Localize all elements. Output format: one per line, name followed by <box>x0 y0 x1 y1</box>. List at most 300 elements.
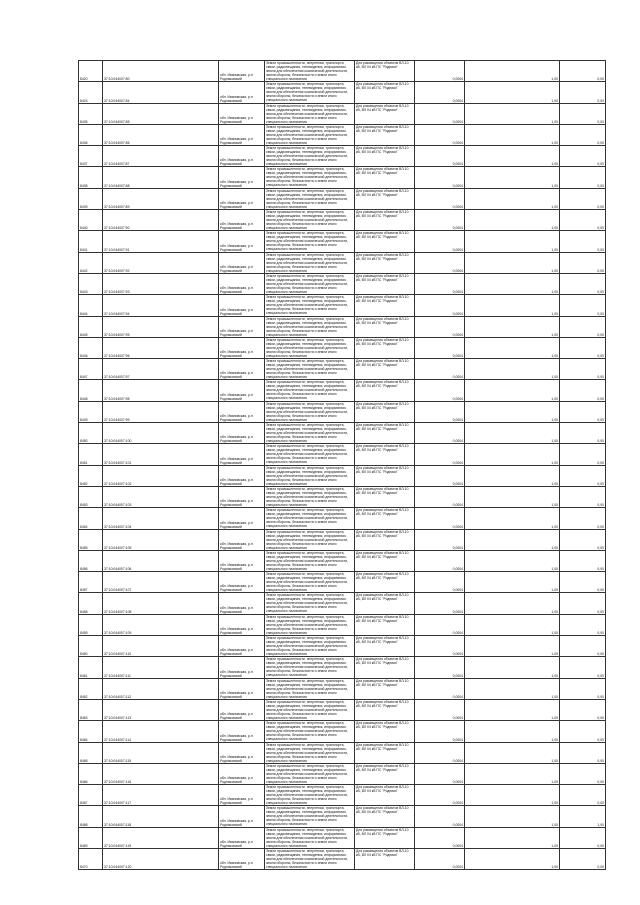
cell-permitted-use: Для размещения объектов ВЛ-10 кВ, ВЛ 04 кВ ПС "Родники" <box>355 721 415 742</box>
cell-area: 0,0004 <box>415 316 465 337</box>
table-row <box>79 550 606 571</box>
cell-value-2: 0,00 <box>560 699 606 720</box>
cell-row-number: 8445 <box>79 316 103 337</box>
cell-address: обл. Ивановская, р-н Родниковский <box>219 657 265 678</box>
cell-area: 0,0004 <box>415 188 465 209</box>
cell-value-2: 1,00 <box>560 806 606 827</box>
cell-value-1: 1,00 <box>465 103 560 124</box>
cell-area: 0,0004 <box>415 508 465 529</box>
cell-address: обл. Ивановская, р-н Родниковский <box>219 167 265 188</box>
cell-cadastral-number: 37:10:044007:112 <box>103 678 219 699</box>
cell-land-category: Земли промышленности, энергетики, транспорта, связи, радиовещания, телевидения, информатики, земли для обеспечения космической деятельности, земли обороны, безопасности и земли иного специального назначения <box>265 636 355 657</box>
cell-row-number: 8465 <box>79 742 103 763</box>
cell-address: обл. Ивановская, р-н Родниковский <box>219 252 265 273</box>
cell-row-number: 8456 <box>79 550 103 571</box>
cell-address: обл. Ивановская, р-н Родниковский <box>219 401 265 422</box>
cell-permitted-use: Для размещения объектов ВЛ-10 кВ, ВЛ 04 кВ ПС "Родники" <box>355 550 415 571</box>
cell-cadastral-number: 37:10:044007:103 <box>103 486 219 507</box>
cell-value-2: 0,00 <box>560 146 606 167</box>
cell-value-1: 1,00 <box>465 572 560 593</box>
cell-row-number: 8442 <box>79 252 103 273</box>
cell-value-1: 1,00 <box>465 316 560 337</box>
cell-row-number: 8443 <box>79 273 103 294</box>
table-row <box>79 82 606 103</box>
cell-area: 0,0004 <box>415 550 465 571</box>
cell-cadastral-number: 37:10:044007:108 <box>103 593 219 614</box>
table-row <box>79 103 606 124</box>
cell-row-number: 8458 <box>79 593 103 614</box>
cell-permitted-use: Для размещения объектов ВЛ-10 кВ, ВЛ 04 кВ ПС "Родники" <box>355 210 415 231</box>
cell-area: 0,0004 <box>415 699 465 720</box>
cell-value-1: 1,00 <box>465 167 560 188</box>
table-row <box>79 486 606 507</box>
cell-area: 0,0004 <box>415 444 465 465</box>
cell-address: обл. Ивановская, р-н Родниковский <box>219 806 265 827</box>
cell-row-number: 8446 <box>79 337 103 358</box>
cell-value-1: 1,00 <box>465 657 560 678</box>
cell-value-2: 0,00 <box>560 231 606 252</box>
cell-area: 0,0004 <box>415 806 465 827</box>
cell-area: 0,0004 <box>415 614 465 635</box>
cell-value-2: 0,00 <box>560 273 606 294</box>
cell-permitted-use: Для размещения объектов ВЛ-10 кВ, ВЛ 04 кВ ПС "Родники" <box>355 848 415 869</box>
cell-area: 0,0004 <box>415 827 465 848</box>
cell-land-category: Земли промышленности, энергетики, транспорта, связи, радиовещания, телевидения, информатики, земли для обеспечения космической деятельности, земли обороны, безопасности и земли иного специального назначения <box>265 61 355 82</box>
cell-permitted-use: Для размещения объектов ВЛ-10 кВ, ВЛ 04 кВ ПС "Родники" <box>355 82 415 103</box>
cell-value-2: 0,00 <box>560 444 606 465</box>
cell-cadastral-number: 37:10:044007:115 <box>103 742 219 763</box>
cell-permitted-use: Для размещения объектов ВЛ-10 кВ, ВЛ 04 кВ ПС "Родники" <box>355 827 415 848</box>
cell-row-number: 8436 <box>79 124 103 145</box>
cell-cadastral-number: 37:10:044007:90 <box>103 210 219 231</box>
cell-land-category: Земли промышленности, энергетики, транспорта, связи, радиовещания, телевидения, информатики, земли для обеспечения космической деятельности, земли обороны, безопасности и земли иного специального назначения <box>265 572 355 593</box>
cell-area: 0,0004 <box>415 210 465 231</box>
cell-area: 0,0004 <box>415 593 465 614</box>
cell-value-2: 0,00 <box>560 848 606 869</box>
cell-cadastral-number: 37:10:044007:92 <box>103 252 219 273</box>
cell-permitted-use: Для размещения объектов ВЛ-10 кВ, ВЛ 04 кВ ПС "Родники" <box>355 614 415 635</box>
cell-address: обл. Ивановская, р-н Родниковский <box>219 61 265 82</box>
cell-value-2: 0,00 <box>560 252 606 273</box>
cell-value-2: 0,00 <box>560 678 606 699</box>
cell-address: обл. Ивановская, р-н Родниковский <box>219 188 265 209</box>
cell-cadastral-number: 37:10:044007:119 <box>103 827 219 848</box>
cell-area: 0,0004 <box>415 380 465 401</box>
cell-permitted-use: Для размещения объектов ВЛ-10 кВ, ВЛ 04 кВ ПС "Родники" <box>355 529 415 550</box>
cell-land-category: Земли промышленности, энергетики, транспорта, связи, радиовещания, телевидения, информатики, земли для обеспечения космической деятельности, земли обороны, безопасности и земли иного специального назначения <box>265 848 355 869</box>
cell-value-2: 0,00 <box>560 316 606 337</box>
cell-row-number: 8437 <box>79 146 103 167</box>
cell-area: 0,0004 <box>415 231 465 252</box>
cell-permitted-use: Для размещения объектов ВЛ-10 кВ, ВЛ 04 кВ ПС "Родники" <box>355 444 415 465</box>
cell-value-2: 0,00 <box>560 593 606 614</box>
table-row <box>79 465 606 486</box>
cell-value-2: 0,00 <box>560 657 606 678</box>
cell-value-2: 0,00 <box>560 380 606 401</box>
cell-land-category: Земли промышленности, энергетики, транспорта, связи, радиовещания, телевидения, информатики, земли для обеспечения космической деятельности, земли обороны, безопасности и земли иного специального назначения <box>265 380 355 401</box>
cell-value-2: 0,00 <box>560 103 606 124</box>
cell-row-number: 8424 <box>79 82 103 103</box>
cell-permitted-use: Для размещения объектов ВЛ-10 кВ, ВЛ 04 кВ ПС "Родники" <box>355 742 415 763</box>
cell-land-category: Земли промышленности, энергетики, транспорта, связи, радиовещания, телевидения, информатики, земли для обеспечения космической деятельности, земли обороны, безопасности и земли иного специального назначения <box>265 210 355 231</box>
cell-address: обл. Ивановская, р-н Родниковский <box>219 721 265 742</box>
table-row <box>79 124 606 145</box>
cell-area: 0,0004 <box>415 295 465 316</box>
cell-row-number: 8438 <box>79 167 103 188</box>
cell-land-category: Земли промышленности, энергетики, транспорта, связи, радиовещания, телевидения, информатики, земли для обеспечения космической деятельности, земли обороны, безопасности и земли иного специального назначения <box>265 508 355 529</box>
cell-land-category: Земли промышленности, энергетики, транспорта, связи, радиовещания, телевидения, информатики, земли для обеспечения космической деятельности, земли обороны, безопасности и земли иного специального назначения <box>265 785 355 806</box>
cell-row-number: 8448 <box>79 380 103 401</box>
cell-address: обл. Ивановская, р-н Родниковский <box>219 550 265 571</box>
cell-land-category: Земли промышленности, энергетики, транспорта, связи, радиовещания, телевидения, информатики, земли для обеспечения космической деятельности, земли обороны, безопасности и земли иного специального назначения <box>265 614 355 635</box>
cell-value-1: 1,00 <box>465 359 560 380</box>
cell-value-1: 1,00 <box>465 636 560 657</box>
table-row <box>79 359 606 380</box>
cell-value-1: 1,00 <box>465 401 560 422</box>
cell-value-2: 0,00 <box>560 167 606 188</box>
cell-address: обл. Ивановская, р-н Родниковский <box>219 103 265 124</box>
cell-permitted-use: Для размещения объектов ВЛ-10 кВ, ВЛ 04 кВ ПС "Родники" <box>355 252 415 273</box>
cell-value-2: 0,00 <box>560 508 606 529</box>
cell-value-1: 1,00 <box>465 444 560 465</box>
cell-address: обл. Ивановская, р-н Родниковский <box>219 444 265 465</box>
cell-value-2: 0,00 <box>560 614 606 635</box>
cell-permitted-use: Для размещения объектов ВЛ-10 кВ, ВЛ 04 кВ ПС "Родники" <box>355 593 415 614</box>
table-row <box>79 188 606 209</box>
cell-cadastral-number: 37:10:044007:86 <box>103 124 219 145</box>
cell-row-number: 8452 <box>79 465 103 486</box>
cell-area: 0,0004 <box>415 337 465 358</box>
cell-address: обл. Ивановская, р-н Родниковский <box>219 231 265 252</box>
cell-address: обл. Ивановская, р-н Родниковский <box>219 146 265 167</box>
cell-cadastral-number: 37:10:044007:96 <box>103 337 219 358</box>
cell-cadastral-number: 37:10:044007:80 <box>103 61 219 82</box>
cell-land-category: Земли промышленности, энергетики, транспорта, связи, радиовещания, телевидения, информатики, земли для обеспечения космической деятельности, земли обороны, безопасности и земли иного специального назначения <box>265 124 355 145</box>
cell-land-category: Земли промышленности, энергетики, транспорта, связи, радиовещания, телевидения, информатики, земли для обеспечения космической деятельности, земли обороны, безопасности и земли иного специального назначения <box>265 231 355 252</box>
cell-address: обл. Ивановская, р-н Родниковский <box>219 699 265 720</box>
cell-permitted-use: Для размещения объектов ВЛ-10 кВ, ВЛ 04 кВ ПС "Родники" <box>355 124 415 145</box>
cell-permitted-use: Для размещения объектов ВЛ-10 кВ, ВЛ 04 кВ ПС "Родники" <box>355 316 415 337</box>
cell-cadastral-number: 37:10:044007:107 <box>103 572 219 593</box>
cell-value-1: 1,00 <box>465 593 560 614</box>
cell-value-2: 0,00 <box>560 188 606 209</box>
cell-permitted-use: Для размещения объектов ВЛ-10 кВ, ВЛ 04 кВ ПС "Родники" <box>355 486 415 507</box>
cell-address: обл. Ивановская, р-н Родниковский <box>219 763 265 784</box>
cell-value-1: 1,00 <box>465 678 560 699</box>
cell-land-category: Земли промышленности, энергетики, транспорта, связи, радиовещания, телевидения, информатики, земли для обеспечения космической деятельности, земли обороны, безопасности и земли иного специального назначения <box>265 827 355 848</box>
cell-row-number: 8455 <box>79 529 103 550</box>
cell-value-2: 0,00 <box>560 423 606 444</box>
cell-row-number: 8462 <box>79 678 103 699</box>
cell-address: обл. Ивановская, р-н Родниковский <box>219 614 265 635</box>
cell-address: обл. Ивановская, р-н Родниковский <box>219 486 265 507</box>
cell-value-2: 0,00 <box>560 337 606 358</box>
table-row <box>79 742 606 763</box>
table-row <box>79 210 606 231</box>
cell-cadastral-number: 37:10:044007:87 <box>103 146 219 167</box>
cell-area: 0,0004 <box>415 529 465 550</box>
cell-cadastral-number: 37:10:044007:111 <box>103 657 219 678</box>
cell-row-number: 8467 <box>79 785 103 806</box>
table-row <box>79 593 606 614</box>
cell-row-number: 8449 <box>79 401 103 422</box>
cell-land-category: Земли промышленности, энергетики, транспорта, связи, радиовещания, телевидения, информатики, земли для обеспечения космической деятельности, земли обороны, безопасности и земли иного специального назначения <box>265 359 355 380</box>
cell-value-1: 1,00 <box>465 614 560 635</box>
table-row <box>79 785 606 806</box>
table-row <box>79 572 606 593</box>
cell-row-number: 8457 <box>79 572 103 593</box>
cell-value-2: 0,00 <box>560 82 606 103</box>
cell-row-number: 8461 <box>79 657 103 678</box>
cell-land-category: Земли промышленности, энергетики, транспорта, связи, радиовещания, телевидения, информатики, земли для обеспечения космической деятельности, земли обороны, безопасности и земли иного специального назначения <box>265 444 355 465</box>
cell-land-category: Земли промышленности, энергетики, транспорта, связи, радиовещания, телевидения, информатики, земли для обеспечения космической деятельности, земли обороны, безопасности и земли иного специального назначения <box>265 188 355 209</box>
cell-address: обл. Ивановская, р-н Родниковский <box>219 785 265 806</box>
cell-value-2: 0,00 <box>560 572 606 593</box>
table-row <box>79 827 606 848</box>
cell-value-2: 0,00 <box>560 827 606 848</box>
table-row <box>79 252 606 273</box>
cell-area: 0,0004 <box>415 273 465 294</box>
cell-area: 0,0004 <box>415 678 465 699</box>
cell-value-1: 1,00 <box>465 465 560 486</box>
cell-permitted-use: Для размещения объектов ВЛ-10 кВ, ВЛ 04 кВ ПС "Родники" <box>355 146 415 167</box>
table-row <box>79 657 606 678</box>
cell-land-category: Земли промышленности, энергетики, транспорта, связи, радиовещания, телевидения, информатики, земли для обеспечения космической деятельности, земли обороны, безопасности и земли иного специального назначения <box>265 550 355 571</box>
cell-value-2: 0,00 <box>560 465 606 486</box>
cell-cadastral-number: 37:10:044007:113 <box>103 699 219 720</box>
cell-address: обл. Ивановская, р-н Родниковский <box>219 848 265 869</box>
cell-area: 0,0004 <box>415 82 465 103</box>
cell-land-category: Земли промышленности, энергетики, транспорта, связи, радиовещания, телевидения, информатики, земли для обеспечения космической деятельности, земли обороны, безопасности и земли иного специального назначения <box>265 103 355 124</box>
table-row <box>79 806 606 827</box>
cell-address: обл. Ивановская, р-н Родниковский <box>219 210 265 231</box>
cell-address: обл. Ивановская, р-н Родниковский <box>219 678 265 699</box>
table-row <box>79 848 606 869</box>
cell-permitted-use: Для размещения объектов ВЛ-10 кВ, ВЛ 04 кВ ПС "Родники" <box>355 806 415 827</box>
cell-area: 0,0004 <box>415 465 465 486</box>
cell-value-1: 1,00 <box>465 827 560 848</box>
cell-land-category: Земли промышленности, энергетики, транспорта, связи, радиовещания, телевидения, информатики, земли для обеспечения космической деятельности, земли обороны, безопасности и земли иного специального назначения <box>265 806 355 827</box>
cell-value-2: 0,00 <box>560 550 606 571</box>
cell-value-2: 0,00 <box>560 401 606 422</box>
cell-permitted-use: Для размещения объектов ВЛ-10 кВ, ВЛ 04 кВ ПС "Родники" <box>355 380 415 401</box>
cell-row-number: 8450 <box>79 423 103 444</box>
cell-address: обл. Ивановская, р-н Родниковский <box>219 572 265 593</box>
cell-address: обл. Ивановская, р-н Родниковский <box>219 295 265 316</box>
cell-permitted-use: Для размещения объектов ВЛ-10 кВ, ВЛ 04 кВ ПС "Родники" <box>355 636 415 657</box>
cell-area: 0,0004 <box>415 763 465 784</box>
cell-land-category: Земли промышленности, энергетики, транспорта, связи, радиовещания, телевидения, информатики, земли для обеспечения космической деятельности, земли обороны, безопасности и земли иного специального назначения <box>265 316 355 337</box>
cell-address: обл. Ивановская, р-н Родниковский <box>219 423 265 444</box>
cell-permitted-use: Для размещения объектов ВЛ-10 кВ, ВЛ 04 кВ ПС "Родники" <box>355 337 415 358</box>
cell-value-1: 1,00 <box>465 699 560 720</box>
cell-land-category: Земли промышленности, энергетики, транспорта, связи, радиовещания, телевидения, информатики, земли для обеспечения космической деятельности, земли обороны, безопасности и земли иного специального назначения <box>265 678 355 699</box>
cell-area: 0,0004 <box>415 848 465 869</box>
cell-area: 0,0004 <box>415 785 465 806</box>
cell-cadastral-number: 37:10:044007:106 <box>103 550 219 571</box>
table-row <box>79 763 606 784</box>
cell-land-category: Земли промышленности, энергетики, транспорта, связи, радиовещания, телевидения, информатики, земли для обеспечения космической деятельности, земли обороны, безопасности и земли иного специального назначения <box>265 529 355 550</box>
cell-value-1: 1,00 <box>465 529 560 550</box>
cell-area: 0,0004 <box>415 401 465 422</box>
cell-permitted-use: Для размещения объектов ВЛ-10 кВ, ВЛ 04 кВ ПС "Родники" <box>355 508 415 529</box>
cell-value-2: 0,00 <box>560 61 606 82</box>
table-row <box>79 146 606 167</box>
cell-value-2: 0,00 <box>560 210 606 231</box>
cell-area: 0,0004 <box>415 486 465 507</box>
cell-cadastral-number: 37:10:044007:84 <box>103 82 219 103</box>
cell-address: обл. Ивановская, р-н Родниковский <box>219 465 265 486</box>
table-row <box>79 61 606 82</box>
cell-value-2: 0,00 <box>560 295 606 316</box>
cell-cadastral-number: 37:10:044007:114 <box>103 721 219 742</box>
cell-value-1: 1,00 <box>465 785 560 806</box>
cell-value-2: 0,00 <box>560 785 606 806</box>
cell-row-number: 8463 <box>79 699 103 720</box>
cell-row-number: 8469 <box>79 827 103 848</box>
cell-area: 0,0004 <box>415 572 465 593</box>
cell-cadastral-number: 37:10:044007:101 <box>103 444 219 465</box>
cell-value-1: 1,00 <box>465 380 560 401</box>
cell-cadastral-number: 37:10:044007:116 <box>103 763 219 784</box>
cell-permitted-use: Для размещения объектов ВЛ-10 кВ, ВЛ 04 кВ ПС "Родники" <box>355 678 415 699</box>
cell-value-1: 1,00 <box>465 486 560 507</box>
cell-cadastral-number: 37:10:044007:118 <box>103 806 219 827</box>
cell-cadastral-number: 37:10:044007:97 <box>103 359 219 380</box>
cell-cadastral-number: 37:10:044007:85 <box>103 103 219 124</box>
cell-permitted-use: Для размещения объектов ВЛ-10 кВ, ВЛ 04 кВ ПС "Родники" <box>355 295 415 316</box>
cell-area: 0,0004 <box>415 721 465 742</box>
cell-value-1: 1,00 <box>465 337 560 358</box>
cell-area: 0,0004 <box>415 742 465 763</box>
table-row <box>79 273 606 294</box>
cell-area: 0,0004 <box>415 657 465 678</box>
table-row <box>79 678 606 699</box>
cell-land-category: Земли промышленности, энергетики, транспорта, связи, радиовещания, телевидения, информатики, земли для обеспечения космической деятельности, земли обороны, безопасности и земли иного специального назначения <box>265 82 355 103</box>
cell-row-number: 8466 <box>79 763 103 784</box>
cell-value-2: 0,00 <box>560 529 606 550</box>
cell-cadastral-number: 37:10:044007:104 <box>103 508 219 529</box>
cell-cadastral-number: 37:10:044007:120 <box>103 848 219 869</box>
cell-area: 0,0004 <box>415 423 465 444</box>
table-row <box>79 380 606 401</box>
cell-value-1: 1,00 <box>465 550 560 571</box>
cell-row-number: 8444 <box>79 295 103 316</box>
cell-cadastral-number: 37:10:044007:109 <box>103 614 219 635</box>
cell-cadastral-number: 37:10:044007:95 <box>103 316 219 337</box>
cell-permitted-use: Для размещения объектов ВЛ-10 кВ, ВЛ 04 кВ ПС "Родники" <box>355 572 415 593</box>
cell-land-category: Земли промышленности, энергетики, транспорта, связи, радиовещания, телевидения, информатики, земли для обеспечения космической деятельности, земли обороны, безопасности и земли иного специального назначения <box>265 146 355 167</box>
cell-cadastral-number: 37:10:044007:99 <box>103 401 219 422</box>
cell-row-number: 8435 <box>79 103 103 124</box>
cell-land-category: Земли промышленности, энергетики, транспорта, связи, радиовещания, телевидения, информатики, земли для обеспечения космической деятельности, земли обороны, безопасности и земли иного специального назначения <box>265 423 355 444</box>
cell-value-1: 1,00 <box>465 763 560 784</box>
cell-value-1: 1,00 <box>465 848 560 869</box>
cell-value-2: 0,00 <box>560 742 606 763</box>
table-row <box>79 444 606 465</box>
table-row <box>79 636 606 657</box>
cell-permitted-use: Для размещения объектов ВЛ-10 кВ, ВЛ 04 кВ ПС "Родники" <box>355 423 415 444</box>
cell-value-2: 0,00 <box>560 359 606 380</box>
cell-value-2: 0,00 <box>560 486 606 507</box>
cell-area: 0,0004 <box>415 252 465 273</box>
cell-value-1: 1,00 <box>465 295 560 316</box>
cell-land-category: Земли промышленности, энергетики, транспорта, связи, радиовещания, телевидения, информатики, земли для обеспечения космической деятельности, земли обороны, безопасности и земли иного специального назначения <box>265 699 355 720</box>
cell-value-1: 1,00 <box>465 210 560 231</box>
table-row <box>79 614 606 635</box>
cell-address: обл. Ивановская, р-н Родниковский <box>219 337 265 358</box>
cell-area: 0,0004 <box>415 167 465 188</box>
cell-area: 0,0004 <box>415 61 465 82</box>
cell-land-category: Земли промышленности, энергетики, транспорта, связи, радиовещания, телевидения, информатики, земли для обеспечения космической деятельности, земли обороны, безопасности и земли иного специального назначения <box>265 273 355 294</box>
cell-land-category: Земли промышленности, энергетики, транспорта, связи, радиовещания, телевидения, информатики, земли для обеспечения космической деятельности, земли обороны, безопасности и земли иного специального назначения <box>265 465 355 486</box>
cell-cadastral-number: 37:10:044007:88 <box>103 167 219 188</box>
cell-value-1: 1,00 <box>465 742 560 763</box>
cell-permitted-use: Для размещения объектов ВЛ-10 кВ, ВЛ 04 кВ ПС "Родники" <box>355 465 415 486</box>
cell-value-2: 0,00 <box>560 636 606 657</box>
cell-address: обл. Ивановская, р-н Родниковский <box>219 82 265 103</box>
cell-value-2: 0,00 <box>560 763 606 784</box>
cell-row-number: 8460 <box>79 636 103 657</box>
cell-value-2: 0,00 <box>560 721 606 742</box>
cell-address: обл. Ивановская, р-н Родниковский <box>219 380 265 401</box>
table-row <box>79 423 606 444</box>
cell-cadastral-number: 37:10:044007:94 <box>103 295 219 316</box>
cell-row-number: 8459 <box>79 614 103 635</box>
cell-area: 0,0004 <box>415 103 465 124</box>
cell-value-1: 1,00 <box>465 188 560 209</box>
cell-value-1: 1,00 <box>465 231 560 252</box>
cell-value-1: 1,00 <box>465 82 560 103</box>
cell-land-category: Земли промышленности, энергетики, транспорта, связи, радиовещания, телевидения, информатики, земли для обеспечения космической деятельности, земли обороны, безопасности и земли иного специального назначения <box>265 742 355 763</box>
cell-row-number: 8451 <box>79 444 103 465</box>
cell-value-1: 1,00 <box>465 273 560 294</box>
table-row <box>79 316 606 337</box>
cell-row-number: 8441 <box>79 231 103 252</box>
cell-value-1: 1,00 <box>465 124 560 145</box>
cell-permitted-use: Для размещения объектов ВЛ-10 кВ, ВЛ 04 кВ ПС "Родники" <box>355 359 415 380</box>
cell-land-category: Земли промышленности, энергетики, транспорта, связи, радиовещания, телевидения, информатики, земли для обеспечения космической деятельности, земли обороны, безопасности и земли иного специального назначения <box>265 486 355 507</box>
cell-value-1: 1,00 <box>465 423 560 444</box>
cell-land-category: Земли промышленности, энергетики, транспорта, связи, радиовещания, телевидения, информатики, земли для обеспечения космической деятельности, земли обороны, безопасности и земли иного специального назначения <box>265 657 355 678</box>
cell-address: обл. Ивановская, р-н Родниковский <box>219 508 265 529</box>
cell-row-number: 8420 <box>79 61 103 82</box>
cell-value-1: 1,00 <box>465 146 560 167</box>
cell-row-number: 8468 <box>79 806 103 827</box>
table-row <box>79 529 606 550</box>
cell-cadastral-number: 37:10:044007:102 <box>103 465 219 486</box>
cell-land-category: Земли промышленности, энергетики, транспорта, связи, радиовещания, телевидения, информатики, земли для обеспечения космической деятельности, земли обороны, безопасности и земли иного специального назначения <box>265 337 355 358</box>
cell-cadastral-number: 37:10:044007:117 <box>103 785 219 806</box>
cell-address: обл. Ивановская, р-н Родниковский <box>219 636 265 657</box>
cell-value-1: 1,00 <box>465 252 560 273</box>
cell-value-1: 1,00 <box>465 806 560 827</box>
table-row <box>79 508 606 529</box>
cell-row-number: 8439 <box>79 188 103 209</box>
cell-row-number: 8464 <box>79 721 103 742</box>
cell-area: 0,0004 <box>415 636 465 657</box>
cell-land-category: Земли промышленности, энергетики, транспорта, связи, радиовещания, телевидения, информатики, земли для обеспечения космической деятельности, земли обороны, безопасности и земли иного специального назначения <box>265 721 355 742</box>
cell-row-number: 8453 <box>79 486 103 507</box>
cell-permitted-use: Для размещения объектов ВЛ-10 кВ, ВЛ 04 кВ ПС "Родники" <box>355 401 415 422</box>
cell-address: обл. Ивановская, р-н Родниковский <box>219 124 265 145</box>
cell-permitted-use: Для размещения объектов ВЛ-10 кВ, ВЛ 04 кВ ПС "Родники" <box>355 785 415 806</box>
cell-address: обл. Ивановская, р-н Родниковский <box>219 359 265 380</box>
cell-permitted-use: Для размещения объектов ВЛ-10 кВ, ВЛ 04 кВ ПС "Родники" <box>355 273 415 294</box>
cell-permitted-use: Для размещения объектов ВЛ-10 кВ, ВЛ 04 кВ ПС "Родники" <box>355 657 415 678</box>
cell-cadastral-number: 37:10:044007:110 <box>103 636 219 657</box>
cell-value-1: 1,00 <box>465 508 560 529</box>
